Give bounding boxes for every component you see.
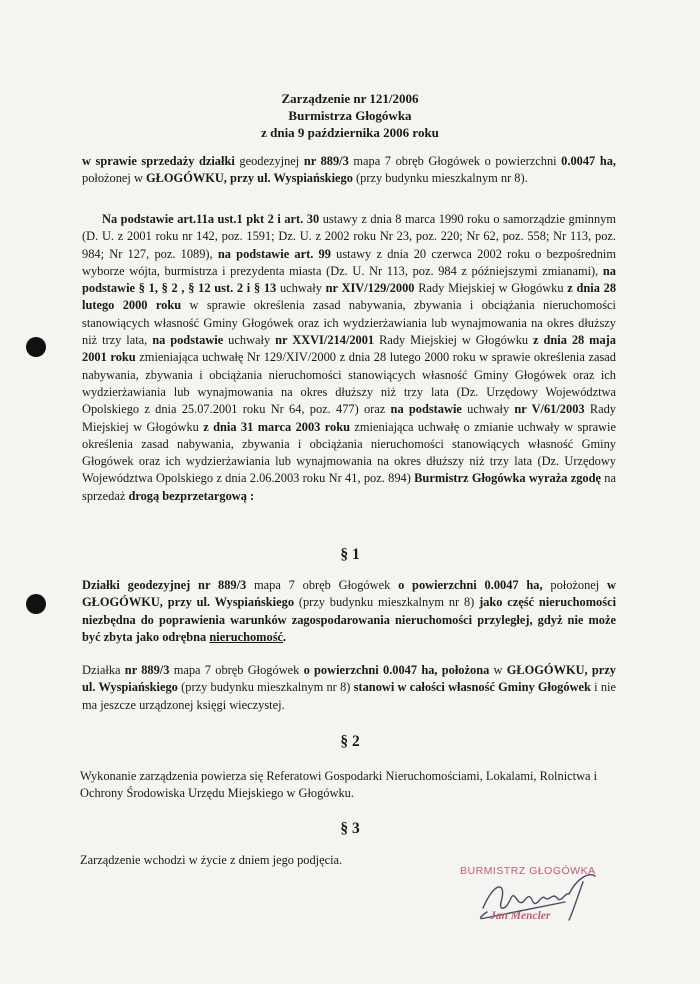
basis-part: w sprawie określenia zasad nabywania, zbywania i obciążania nieruchomości stanowiących własność Gminy Głogówek oraz ich wydzierżawiania lub wynajmowania na okres dłuższy niż trzy lata, [82,298,616,348]
basis-part: Rady Miejskiej w Głogówku [414,281,568,296]
section1-part: stanowi w całości własność Gminy Głogówek [353,680,591,695]
basis-part: Burmistrz Głogówka wyraża zgodę [414,471,601,486]
basis-part: Na podstawie art.11a ust.1 pkt 2 i art. 30 [102,212,320,226]
section-3-paragraph: Zarządzenie wchodzi w życie z dniem jego podjęcia. [80,853,343,867]
section1-part: i nie ma jeszcze urządzonej księgi wieczystej. [82,680,617,712]
section1-part: GŁOGÓWKU, przy ul. Wyspiańskiego [82,663,616,695]
section1-part: o powierzchni 0.0047 ha, [398,578,543,592]
section1-part: w [489,663,507,677]
basis-part: ustawy z dnia 8 marca 1990 roku o samorządzie gminnym (D. U. z 2001 roku nr 142, poz. 1591; Dz. U. z 2002 roku Nr 23, poz. 220; Nr 62, poz. 558; Nr 113, poz. 984; Nr 127, poz. 1089), [82,212,616,261]
subject-part: geodezyjnej [234,154,304,168]
basis-part: zmieniająca uchwałę Nr 129/XIV/2000 z dnia 28 lutego 2000 roku w sprawie określenia zasad nabywania, zbywania i obciążania nieruchomości stanowiących własność Gminy Głogówek oraz ich wydzierżawiania lub wynajmowania na okres dłuższy niż trzy lata (Dz. Urzędowy Województwa Opolskiego z dnia 25.07.2001 roku Nr 64, poz. 477) oraz [82,350,616,417]
basis-part: Rady Miejskiej w Głogówku [82,402,617,434]
header-line1: Zarządzenie nr 121/2006 [281,91,419,106]
basis-part: uchwały [461,402,515,417]
section-3-heading: § 3 [340,820,360,837]
basis-part: ustawy z dnia 20 czerwca 2002 roku o bezpośrednim wyborze wójta, burmistrza i prezydenta miasta (Dz. U. Nr 113, poz. 984 z późniejszymi zmianami), [82,246,616,278]
basis-part: na podstawie [152,333,224,348]
stamp-title: BURMISTRZ GŁOGÓWKA [460,865,596,877]
basis-part: na podstawie § 1, § 2 , § 12 ust. 2 i § 13 [82,263,616,296]
section1-part: (przy budynku mieszkalnym nr 8) [294,595,480,610]
subject-paragraph [82,153,616,188]
subject-part: GŁOGÓWKU, przy ul. Wyspiańskiego [146,171,353,186]
basis-part: na podstawie [390,402,462,417]
section1-part: mapa 7 obręb Głogówek [169,663,304,677]
subject-part: nr 889/3 [303,154,349,168]
section1-part: jako część nieruchomości niezbędna do poprawienia warunków zagospodarowania nieruchomości przyległej, gdyż nie może być zbyta jako odrębna [82,595,617,644]
section1-part: położonej [542,578,608,592]
basis-part: nr XXVI/214/2001 [275,333,375,348]
section1-part: Działka [82,663,125,677]
basis-part: na sprzedaż [82,471,616,503]
basis-part: Rady Miejskiej w Głogówku [374,333,534,348]
basis-part: uchwały [276,281,326,296]
basis-part: na podstawie art. 99 [217,246,331,261]
subject-part: (przy budynku mieszkalnym nr 8). [352,171,528,186]
section1-part: nr 889/3 [124,663,170,677]
section1-part: nieruchomość [209,629,284,644]
basis-part: nr XIV/129/2000 [325,281,415,296]
subject-part: 0.0047 ha, [561,154,617,168]
header-line3: z dnia 9 października 2006 roku [261,125,439,140]
basis-part: nr V/61/2003 [514,402,585,417]
section1-part: (przy budynku mieszkalnym nr 8) [177,680,354,695]
basis-part: z dnia 28 lutego 2000 roku [82,281,617,313]
section1-part: mapa 7 obręb Głogówek [246,578,399,592]
section1-part: Działki geodezyjnej nr 889/3 [82,578,247,592]
section1-part: . [283,629,287,644]
header-line2: Burmistrza Głogówka [288,108,412,123]
subject-part: w sprawie sprzedaży działki [82,154,235,168]
section-1-paragraph-b [82,662,616,714]
section1-part: o powierzchni 0.0047 ha, położona [303,663,490,677]
section-2-heading: § 2 [340,733,360,750]
section-1-heading: § 1 [340,546,360,563]
basis-part: zmieniająca uchwałę o zmianie uchwały w sprawie określenia zasad nabywania, zbywania i obciążania nieruchomości stanowiących własność Gminy Głogówek oraz ich wydzierżawiania lub wynajmowania na okres dłuższy niż trzy lata (Dz. Urzędowy Województwa Opolskiego z dnia 2.06.2003 roku Nr 41, poz. 894) [82,419,616,486]
basis-part: drogą bezprzetargową : [128,488,255,503]
document-header [0,90,700,141]
basis-part: z dnia 31 marca 2003 roku [203,419,350,434]
punch-hole [26,594,46,614]
subject-part: położonej w [82,171,147,186]
basis-part: z dnia 28 maja 2001 roku [82,333,617,365]
section1-part: w GŁOGÓWKU, przy ul. Wyspiańskiego [82,578,616,610]
section-1-paragraph-a [82,577,616,646]
basis-part: uchwały [223,333,276,348]
official-stamp [455,862,625,932]
section-2-paragraph: Wykonanie zarządzenia powierza się Referatowi Gospodarki Nieruchomościami, Lokalami, Rolnictwa i Ochrony Środowiska Urzędu Miejskiego w Głogówku. [80,769,598,801]
punch-hole [26,337,46,357]
subject-part: mapa 7 obręb Głogówek o powierzchni [348,154,562,168]
basis-paragraph [82,211,616,505]
stamp-name: Jan Mencler [490,910,551,922]
